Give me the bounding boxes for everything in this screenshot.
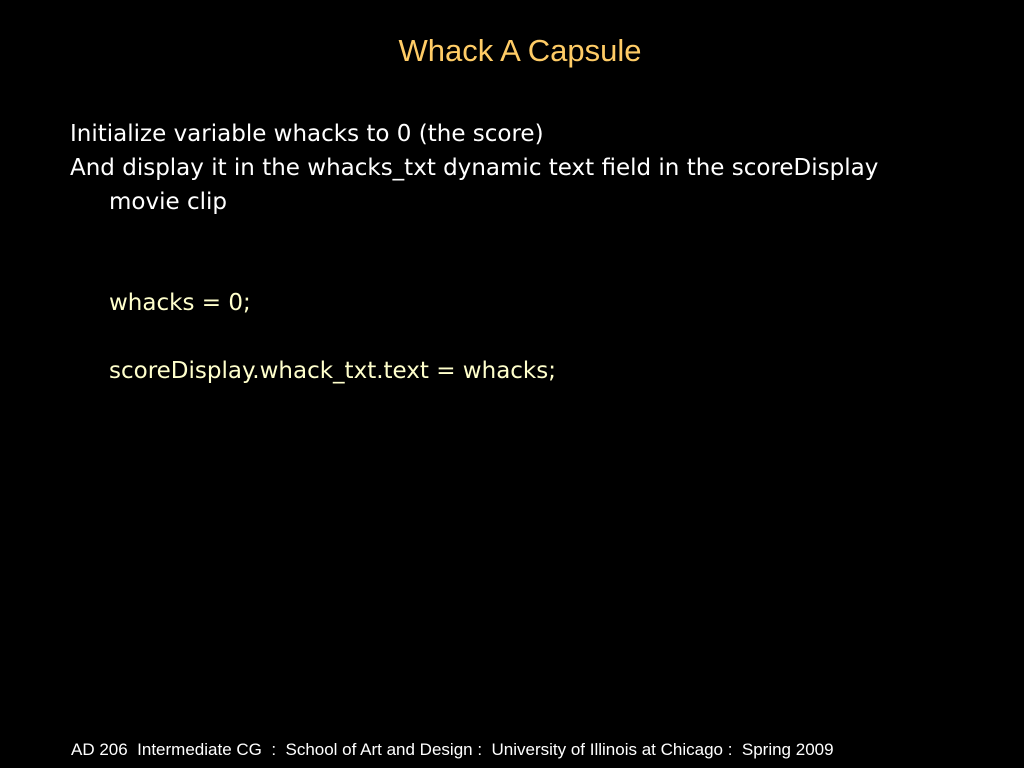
body-line-initialize: Initialize variable whacks to 0 (the score) [70, 121, 544, 147]
body-line-movie-clip: movie clip [109, 189, 227, 215]
body-line-display: And display it in the whacks_txt dynamic text field in the scoreDisplay [70, 155, 879, 181]
code-line-score-display: scoreDisplay.whack_txt.text = whacks; [109, 358, 556, 384]
code-line-whacks-init: whacks = 0; [109, 290, 251, 316]
slide-footer: AD 206 Intermediate CG : School of Art and Design : University of Illinois at Chicago : Spring 2009 [71, 740, 834, 759]
slide-title: Whack A Capsule [398, 33, 642, 68]
body-paragraph [70, 117, 970, 219]
